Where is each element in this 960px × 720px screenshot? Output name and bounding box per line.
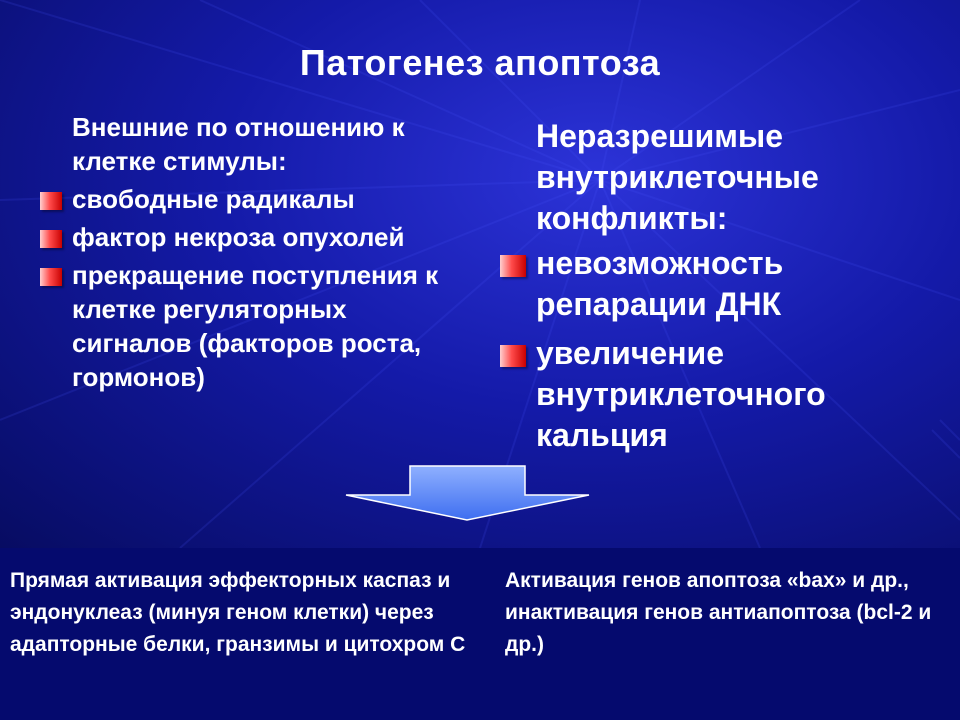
list-item-text: прекращение поступления к клетке регуляторных сигналов (факторов роста, гормонов) [72, 260, 439, 392]
red-square-bullet-icon [40, 268, 62, 286]
down-arrow-icon [345, 465, 590, 521]
list-item [496, 333, 936, 456]
bottom-right-text: Активация генов апоптоза «bax» и др., инактивация генов антиапоптоза (bcl-2 и др.) [505, 569, 932, 656]
list-item [36, 182, 466, 216]
list-item [36, 220, 466, 254]
bottom-left-text: Прямая активация эффекторных каспаз и эндонуклеаз (минуя геном клетки) через адапторные белки, гранзимы и цитохром С [10, 569, 466, 656]
red-square-bullet-icon [40, 192, 62, 210]
left-column [36, 110, 466, 398]
list-item-text: свободные радикалы [72, 184, 355, 214]
list-item-text: увеличение внутриклеточного кальция [536, 335, 826, 453]
right-column [496, 110, 936, 464]
right-column-heading: Неразрешимые внутриклеточные конфликты: [536, 118, 819, 236]
list-item-text: фактор некроза опухолей [72, 222, 405, 252]
red-square-bullet-icon [500, 255, 526, 277]
list-item-text: невозможность репарации ДНК [536, 245, 784, 322]
red-square-bullet-icon [40, 230, 62, 248]
list-item [496, 243, 936, 325]
red-square-bullet-icon [500, 345, 526, 367]
slide-title: Патогенез апоптоза [299, 42, 661, 83]
left-column-heading: Внешние по отношению к клетке стимулы: [72, 112, 405, 176]
list-item [36, 258, 466, 394]
